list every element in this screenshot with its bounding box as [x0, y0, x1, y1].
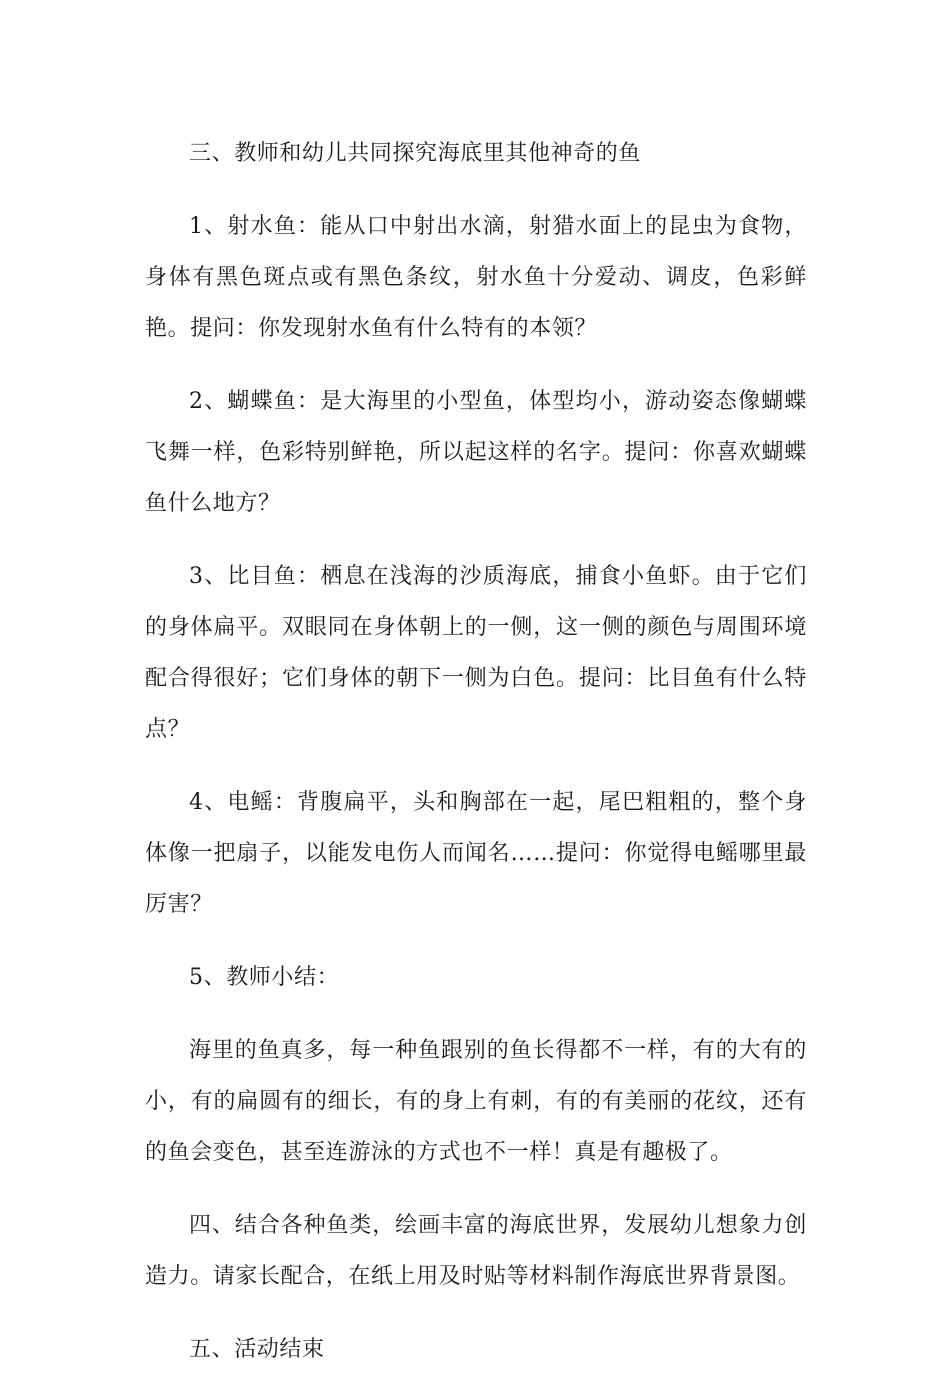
document-body — [145, 128, 807, 1397]
paragraph-electric-ray: 4、电鳐：背腹扁平，头和胸部在一起，尾巴粗粗的，整个身体像一把扇子，以能发电伤人而闻名……提问：你觉得电鳐哪里最厉害？ — [145, 790, 807, 917]
section-heading-five: 五、活动结束 — [189, 1337, 325, 1362]
section-heading-three: 三、教师和幼儿共同探究海底里其他神奇的鱼 — [189, 141, 642, 166]
paragraph-archerfish: 1、射水鱼：能从口中射出水滴，射猎水面上的昆虫为食物，身体有黑色斑点或有黑色条纹，射水鱼十分爱动、调皮，色彩鲜艳。提问：你发现射水鱼有什么特有的本领？ — [145, 214, 807, 341]
paragraph-flatfish: 3、比目鱼：栖息在浅海的沙质海底，捕食小鱼虾。由于它们的身体扁平。双眼同在身体朝上的一侧，这一侧的颜色与周围环境配合得很好；它们身体的朝下一侧为白色。提问：比目鱼有什么特点？ — [145, 564, 807, 742]
paragraph-teacher-summary-label: 5、教师小结： — [189, 965, 340, 990]
paragraph-butterflyfish: 2、蝴蝶鱼：是大海里的小型鱼，体型均小，游动姿态像蝴蝶飞舞一样，色彩特别鲜艳，所以起这样的名字。提问：你喜欢蝴蝶鱼什么地方？ — [145, 389, 807, 516]
section-heading-four: 四、结合各种鱼类，绘画丰富的海底世界，发展幼儿想象力创造力。请家长配合，在纸上用及时贴等材料制作海底世界背景图。 — [145, 1213, 807, 1289]
paragraph-teacher-summary: 海里的鱼真多，每一种鱼跟别的鱼长得都不一样，有的大有的小，有的扁圆有的细长，有的身上有刺，有的有美丽的花纹，还有的鱼会变色，甚至连游泳的方式也不一样！真是有趣极了。 — [145, 1038, 807, 1165]
